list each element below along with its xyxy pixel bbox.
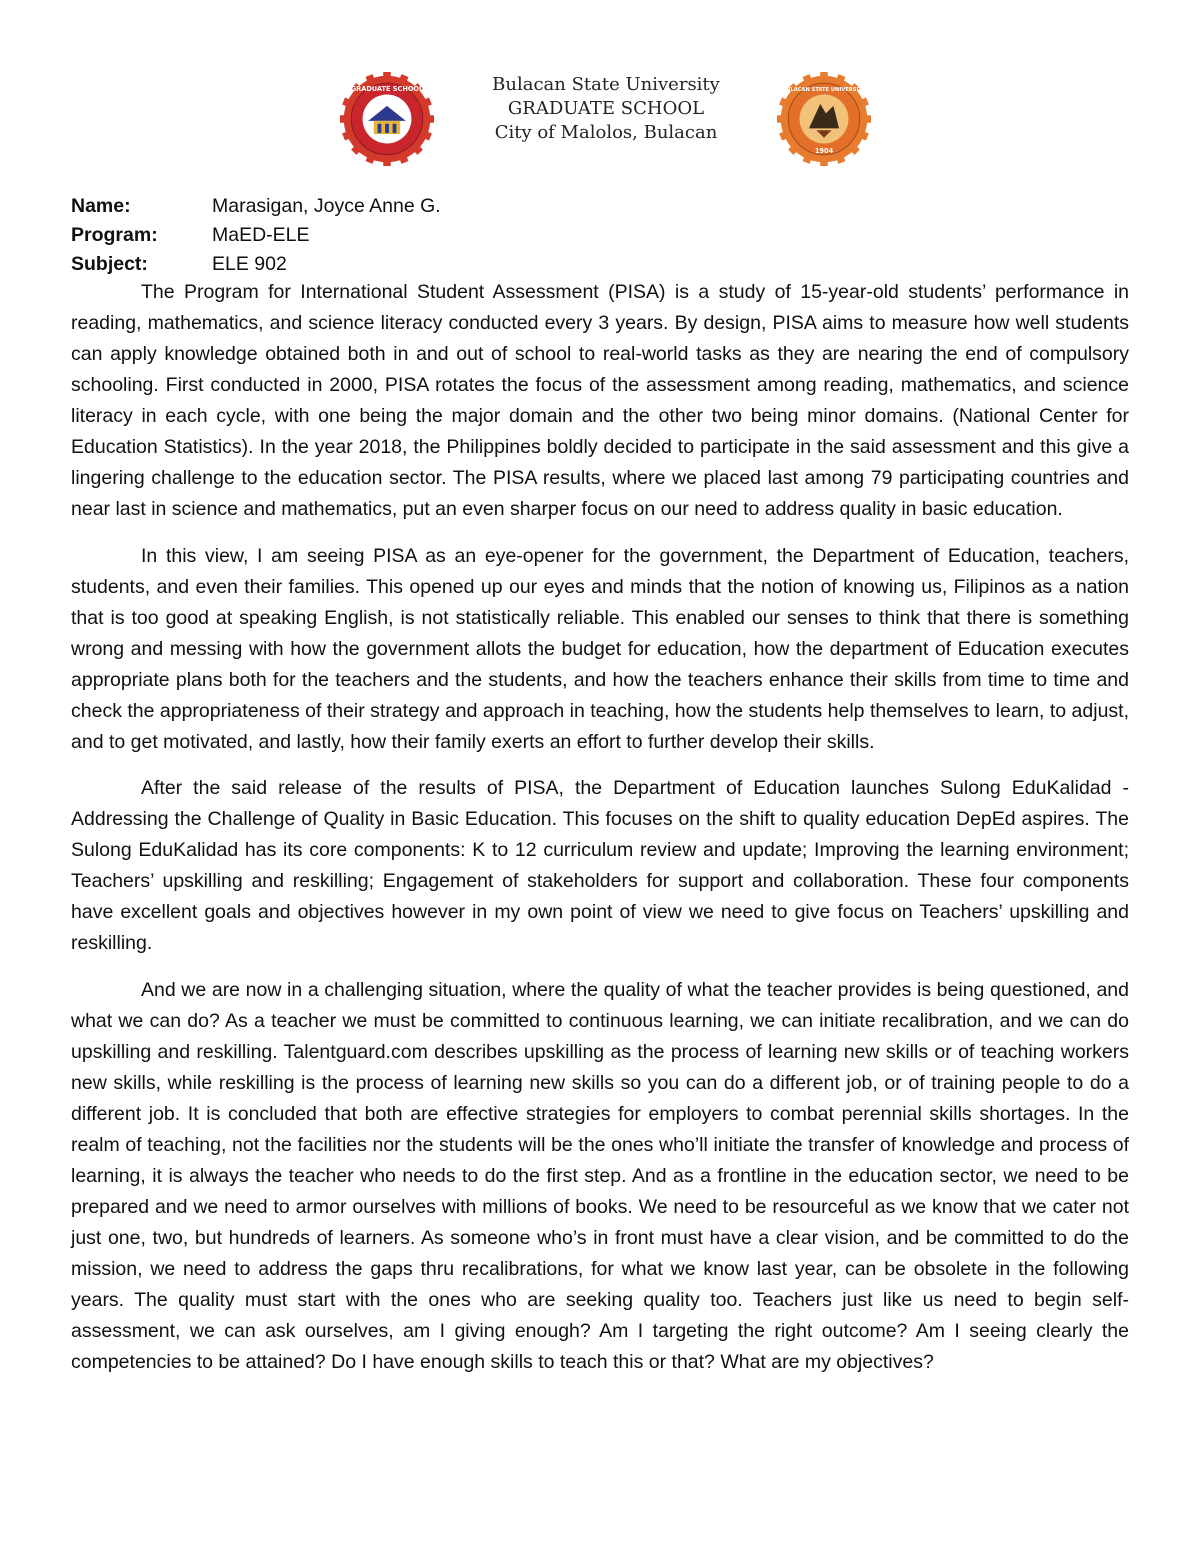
university-name: Bulacan State University <box>492 74 720 95</box>
name-value: Marasigan, Joyce Anne G. <box>212 195 441 217</box>
paragraph: And we are now in a challenging situation, where the quality of what the teacher provides is being questioned, and what we can do? As a teacher we must be committed to continuous learning, we can initiate recalibration, and we can do upskilling and reskilling. Talentguard.com describes upskilling as the process of learning new skills or of teaching workers new skills, while reskilling is the process of learning new skills so you can do a different job, or of training people to do a different job. It is concluded that both are effective strategies for employers to combat perennial skills shortages. In the realm of teaching, not the facilities nor the students will be the ones who’ll initiate the transfer of knowledge and process of learning, it is always the teacher who needs to do the first step. And as a frontline in the education sector, we need to be prepared and we need to armor ourselves with millions of books. We need to be resourceful as we know that we cater not just one, two, but hundreds of learners. As someone who’s in front must have a clear vision, and be committed to do the mission, we need to address the gaps thru recalibrations, for what we know last year, can be obsolete in the following years. The quality must start with the ones who are seeking quality too. Teachers just like us need to begin self-assessment, we can ask ourselves, am I giving enough? Am I targeting the right outcome? Am I seeing clearly the competencies to be attained? Do I have enough skills to teach this or that? What are my objectives? <box>71 978 1129 1373</box>
name-row <box>71 192 441 221</box>
right-seal-text: BULACAN STATE UNIVERSITY <box>782 86 866 93</box>
letterhead <box>0 70 1200 170</box>
paragraph: In this view, I am seeing PISA as an eye-opener for the government, the Department of Education, teachers, students, and even their families. This opened up our eyes and minds that the notion of knowing us, Filipinos as a nation that is too good at speaking English, is not statistically reliable. This enabled our senses to think that there is something wrong and messing with how the government allots the budget for education, how the department of Education executes appropriate plans both for the teachers and the students, and how the teachers enhance their skills from time to time and check the appropriateness of their strategy and approach in teaching, how the students help themselves to learn, to adjust, and to get motivated, and lastly, how their family exerts an effort to further develop their skills. <box>71 544 1129 753</box>
bulsu-seal-icon <box>777 72 871 166</box>
subject-label: Subject: <box>71 253 148 275</box>
subject-row <box>71 250 441 279</box>
school-name: GRADUATE SCHOOL <box>507 98 705 119</box>
paragraph: After the said release of the results of PISA, the Department of Education launches Sulong EduKalidad - Addressing the Challenge of Quality in Basic Education. This focuses on the shift to quality education DepEd aspires. The Sulong EduKalidad has its core components: K to 12 curriculum review and update; Improving the learning environment; Teachers’ upskilling and reskilling; Engagement of stakeholders for support and collaboration. These four components have excellent goals and objectives however in my own point of view we need to give focus on Teachers’ upskilling and reskilling. <box>71 777 1129 954</box>
paragraph: The Program for International Student Assessment (PISA) is a study of 15-year-old students’ performance in reading, mathematics, and science literacy conducted every 3 years. By design, PISA aims to measure how well students can apply knowledge obtained both in and out of school to real-world tasks as they are nearing the end of compulsory schooling. First conducted in 2000, PISA rotates the focus of the assessment among reading, mathematics, and science literacy in each cycle, with one being the major domain and the other two being minor domains. (National Center for Education Statistics). In the year 2018, the Philippines boldly decided to participate in the said assessment and this give a lingering challenge to the education sector. The PISA results, where we placed last among 79 participating countries and near last in science and mathematics, put an even sharper focus on our need to address quality in basic education. <box>71 281 1129 520</box>
student-info <box>71 192 441 279</box>
city-name: City of Malolos, Bulacan <box>494 122 718 143</box>
subject-value: ELE 902 <box>212 253 287 275</box>
name-label: Name: <box>71 195 131 217</box>
program-row <box>71 221 441 250</box>
program-value: MaED-ELE <box>212 224 310 246</box>
right-seal-year: 1904 <box>814 146 834 155</box>
institution-block <box>420 73 792 145</box>
essay-body <box>71 277 1129 1393</box>
program-label: Program: <box>71 224 158 246</box>
left-seal-text: GRADUATE SCHOOL <box>350 84 424 93</box>
